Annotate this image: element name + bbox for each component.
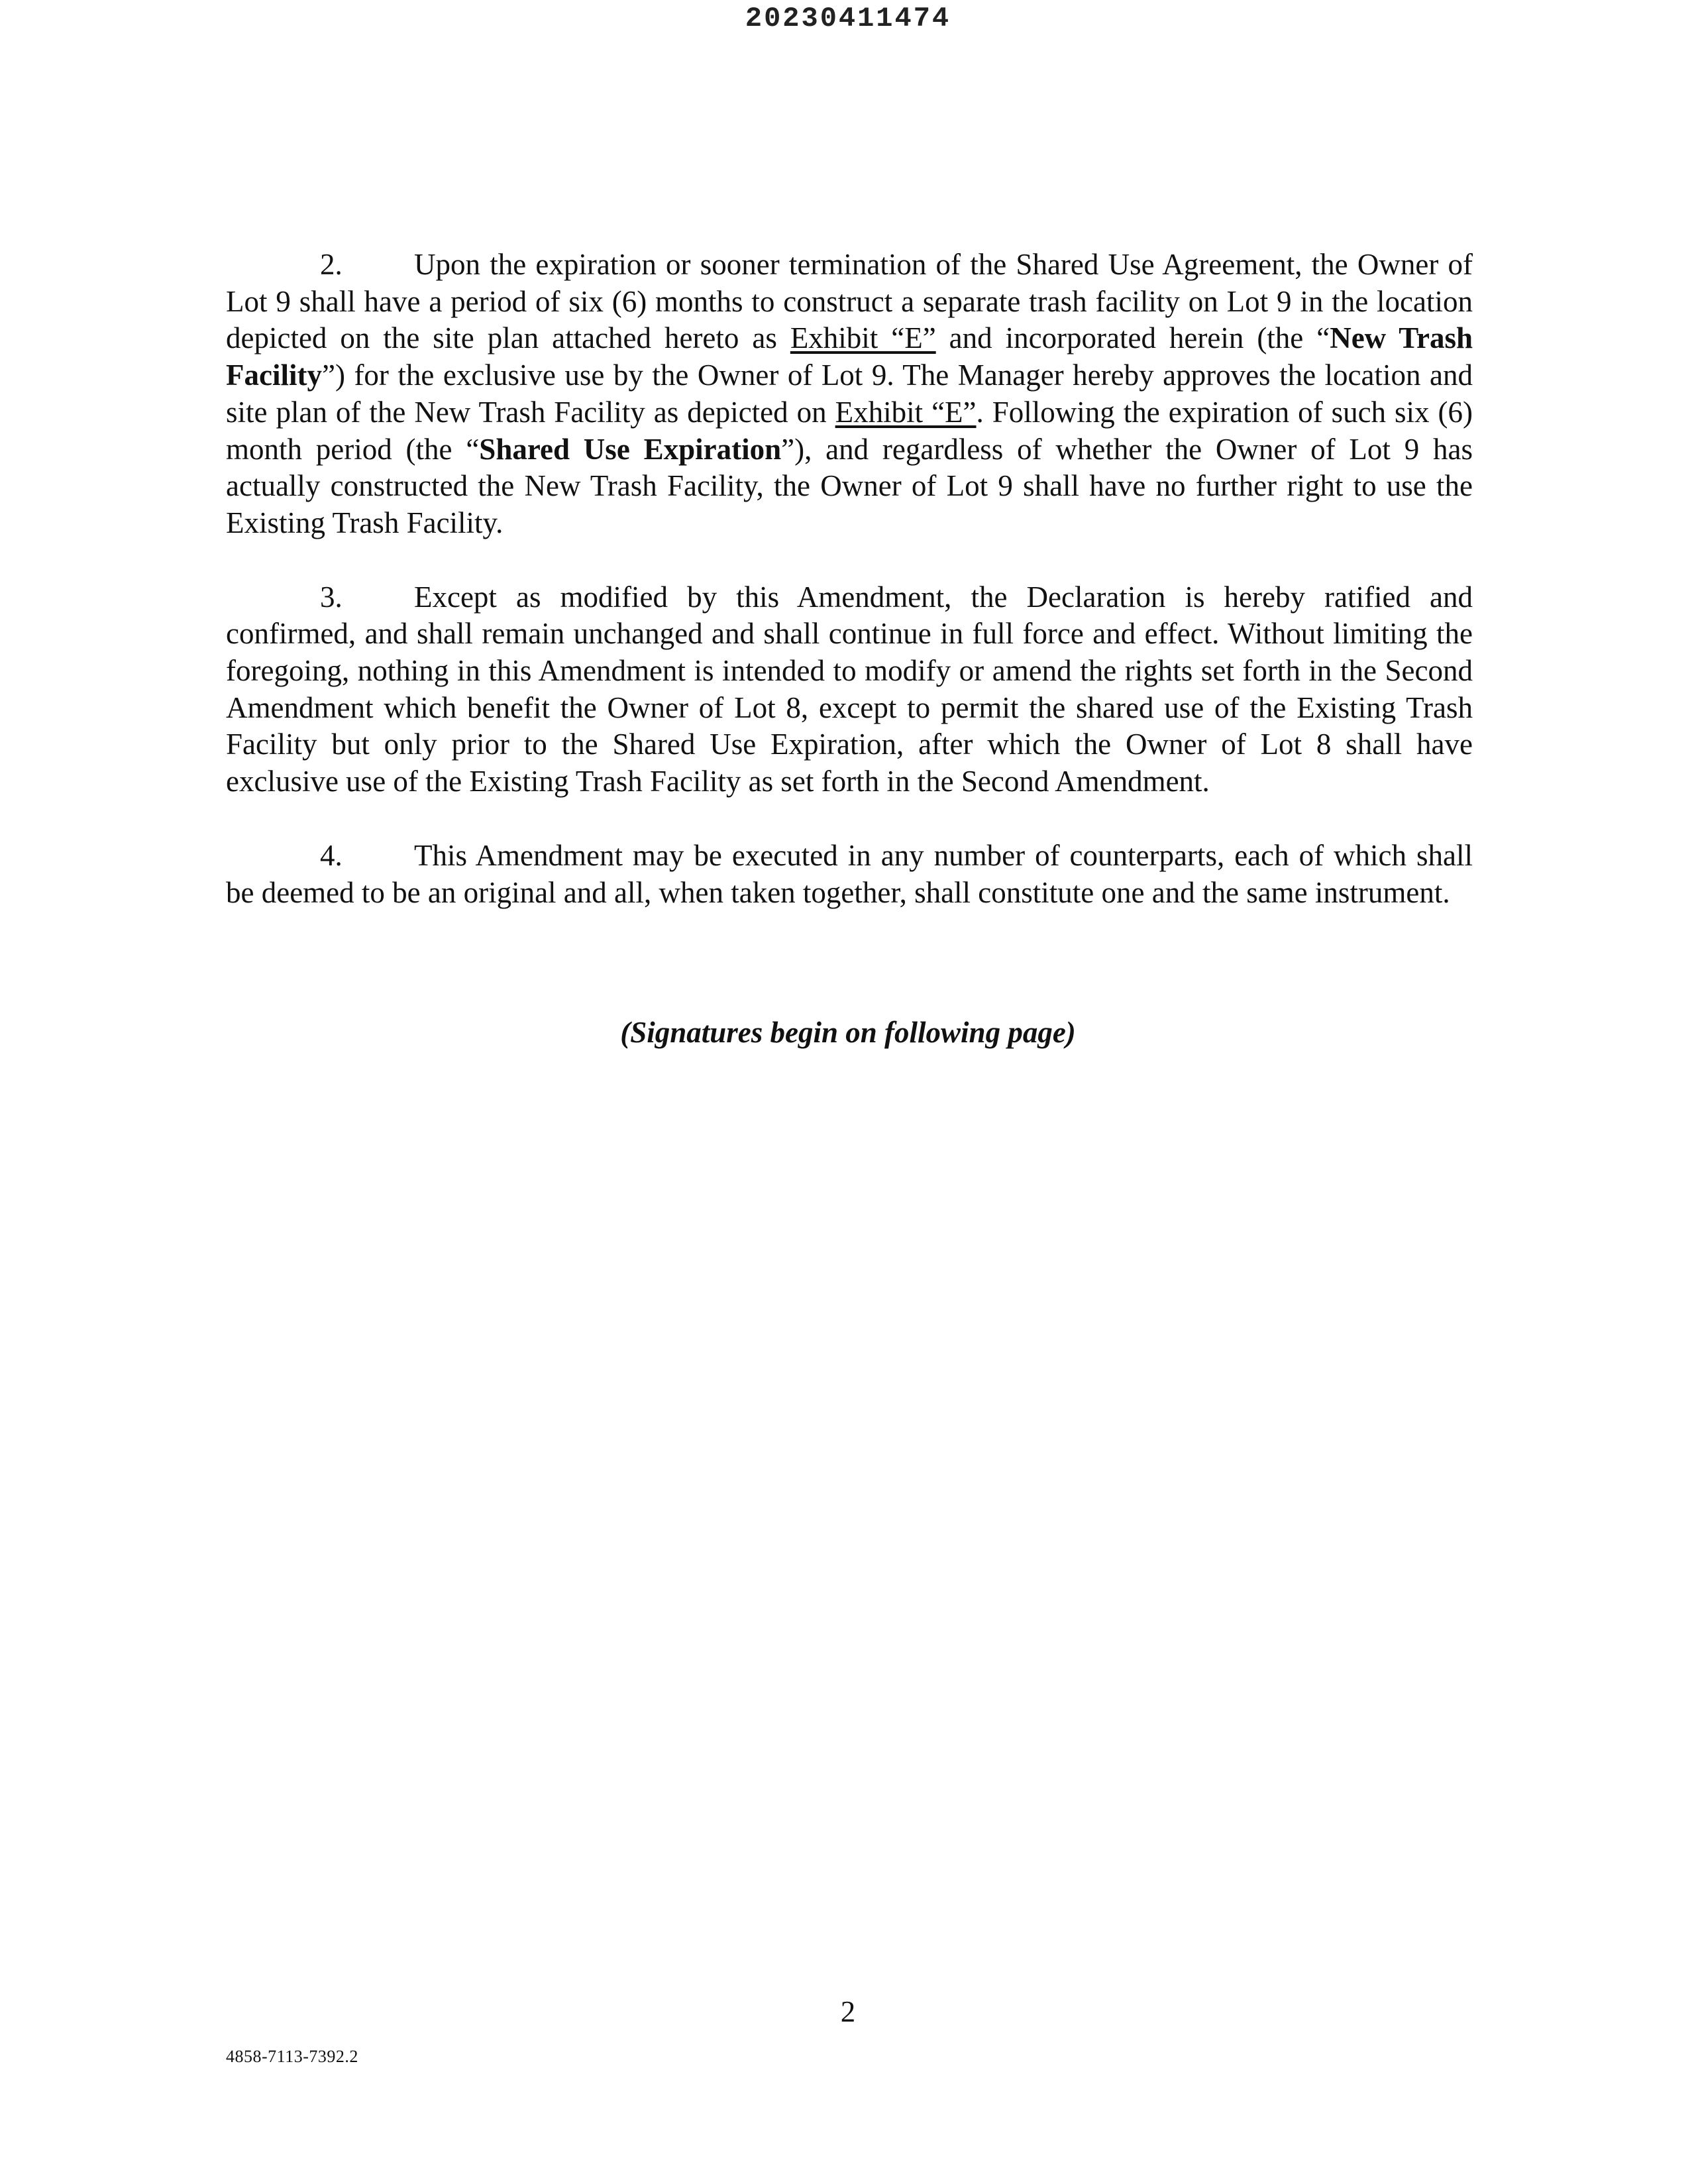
defined-term: Shared Use Expiration (479, 432, 782, 466)
page-number: 2 (840, 1995, 856, 2028)
paragraph-text: Except as modified by this Amendment, the Declaration is hereby ratified and confirmed, and shall remain unchanged and shall continue in full force and effect. Without limiting the foregoing, nothing in this Amendment is intended to modify or amend the rights set forth in the Second Amendment which benefit the Owner of Lot 8, except to permit the shared use of the Existing Trash Facility but only prior to the Shared Use Expiration, after which the Owner of Lot 8 shall have exclusive use of the Existing Trash Facility as set forth in the Second Amendment. (226, 580, 1473, 798)
exhibit-reference: Exhibit “E” (790, 321, 936, 355)
recording-number: 20230411474 (745, 3, 951, 34)
paragraph-4: 4. This Amendment may be executed in any number of counterparts, each of which shall be deemed to be an original and all, when taken together, shall constitute one and the same instrument. (226, 838, 1473, 909)
exhibit-reference: Exhibit “E” (835, 395, 977, 429)
paragraph-text: Upon the expiration or sooner termination of the Shared Use Agreement, the Owner of Lot 9 shall have a period of six (6) months to construct a separate trash facility on Lot 9 in the location depicted on the site plan attached hereto as (226, 248, 1473, 355)
defined-term: New Trash Facility (226, 321, 1473, 392)
paragraph-text: . Following the expiration of such six (6) month period (the “ (226, 395, 1473, 466)
paragraph-text: ”) for the exclusive use by the Owner of Lot 9. The Manager hereby approves the location and site plan of the New Trash Facility as depicted on (226, 358, 1473, 429)
document-id: 4858-7113-7392.2 (226, 2047, 358, 2066)
paragraph-text: This Amendment may be executed in any number of counterparts, each of which shall be deemed to be an original and all, when taken together, shall constitute one and the same instrument. (226, 838, 1473, 909)
paragraph-text: and incorporated herein (the “ (935, 321, 1330, 355)
signature-note: (Signatures begin on following page) (620, 1016, 1076, 1049)
paragraph-text: ”), and regardless of whether the Owner of Lot 9 has actually constructed the New Trash Facility, the Owner of Lot 9 shall have no further right to use the Existing Trash Facility. (226, 432, 1473, 539)
document-body (226, 246, 1473, 948)
paragraph-2: 2. Upon the expiration or sooner termination of the Shared Use Agreement, the Owner of Lot 9 shall have a period of six (6) months to construct a separate trash facility on Lot 9 in the location depicted on the site plan attached hereto as Exhibit “E” and incorporated herein (the “New Trash Facility”) for the exclusive use by the Owner of Lot 9. The Manager hereby approves the location and site plan of the New Trash Facility as depicted on Exhibit “E”. Following the expiration of such six (6) month period (the “Shared Use Expiration”), and regardless of whether the Owner of Lot 9 has actually constructed the New Trash Facility, the Owner of Lot 9 shall have no further right to use the Existing Trash Facility. (226, 248, 1473, 539)
paragraph-3: 3. Except as modified by this Amendment, the Declaration is hereby ratified and confirmed, and shall remain unchanged and shall continue in full force and effect. Without limiting the foregoing, nothing in this Amendment is intended to modify or amend the rights set forth in the Second Amendment which benefit the Owner of Lot 8, except to permit the shared use of the Existing Trash Facility but only prior to the Shared Use Expiration, after which the Owner of Lot 8 shall have exclusive use of the Existing Trash Facility as set forth in the Second Amendment. (226, 580, 1473, 798)
